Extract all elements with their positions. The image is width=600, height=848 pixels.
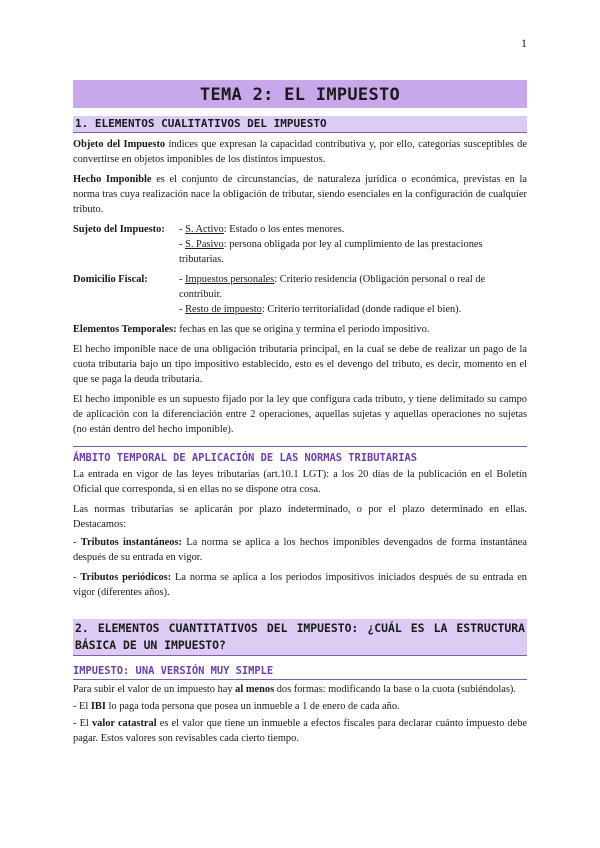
page-number: 1 (521, 36, 527, 50)
domicilio-item-resto (179, 302, 527, 317)
instantaneos-term: Tributos instantáneos: (80, 537, 182, 548)
domicilio-personales-text: : Criterio residencia (Obligación personal o real de contribuir. (179, 274, 486, 300)
ibi-term: IBI (90, 701, 106, 712)
sujeto-definition (73, 222, 527, 267)
item-prefix: - (179, 224, 186, 235)
ambito-heading: ÁMBITO TEMPORAL DE APLICACIÓN DE LAS NORMAS TRIBUTARIAS (73, 446, 527, 465)
item-prefix: - (73, 572, 81, 583)
intro-text-end: dos formas: modificando la base o la cuota (subiéndolas). (274, 684, 516, 695)
document-body (73, 80, 527, 751)
item-prefix: - (179, 239, 186, 250)
sujeto-label: Sujeto del Impuesto: (73, 224, 165, 235)
instantaneos-paragraph (73, 535, 527, 565)
sujeto-pasivo-text: : persona obligada por ley al cumplimiento de las prestaciones tributarias. (179, 239, 483, 265)
ibi-paragraph (73, 699, 527, 714)
sujeto-item-pasivo (179, 237, 527, 267)
simple-version-heading: IMPUESTO: UNA VERSIÓN MUY SIMPLE (73, 664, 527, 680)
devengo-paragraph: El hecho imponible nace de una obligación tributaria principal, en la cual se debe de realizar un pago de la cuota tributaria bajo un tipo impositivo establecido, esto es el devengo del tributo, es decir, momento en el que se paga la deuda tributaria. (73, 344, 527, 385)
subir-impuesto-paragraph (73, 682, 527, 697)
item-prefix: - (73, 537, 81, 548)
plazo-paragraph: Las normas tributarias se aplicarán por plazo indeterminado, o por el plazo determinado en ellas. Destacamos: (73, 504, 527, 530)
temporales-text: fechas en las que se origina y termina el periodo impositivo. (176, 324, 430, 335)
item-prefix: - (179, 274, 186, 285)
temporales-term: Elementos Temporales: (73, 324, 177, 335)
valor-catastral-text: es el valor que tiene un inmueble a efectos fiscales para declarar cuánto impuesto debe pagar. Estos valores son revisables cada cierto tiempo. (73, 718, 528, 744)
ibi-text: lo paga toda persona que posea un inmueble a 1 de enero de cada año. (105, 701, 400, 712)
entrada-vigor-paragraph: La entrada en vigor de las leyes tributarias (art.10.1 LGT): a los 20 días de la publicación en el Boletín Oficial que corresponda, si en ellas no se dispone otra cosa. (73, 469, 527, 495)
periodicos-term: Tributos periódicos: (80, 572, 172, 583)
item-prefix: - (179, 304, 186, 315)
objeto-term: Objeto del Impuesto (73, 139, 166, 150)
domicilio-items (179, 272, 527, 317)
valor-catastral-term: valor catastral (91, 718, 157, 729)
section-2-heading: 2. ELEMENTOS CUANTITATIVOS DEL IMPUESTO: ¿CUÁL ES LA ESTRUCTURA BÁSICA DE UN IMPUESTO? (73, 619, 527, 656)
document-title: TEMA 2: EL IMPUESTO (73, 80, 527, 108)
periodicos-text: La norma se aplica a los periodos impositivos iniciados después de su entrada en vigor (diferentes años). (73, 572, 527, 598)
domicilio-resto-text: : Criterio territorialidad (donde radique el bien). (261, 304, 462, 315)
sujeto-items (179, 222, 527, 267)
sujeto-activo-term: S. Activo (185, 224, 224, 235)
sujeto-activo-text: : Estado o los entes menores. (223, 224, 345, 235)
domicilio-item-personales (179, 272, 527, 302)
al-menos-bold: al menos (235, 684, 275, 695)
hecho-term: Hecho Imponible (73, 174, 152, 185)
domicilio-label: Domicilio Fiscal: (73, 274, 148, 285)
instantaneos-text: La norma se aplica a los hechos imponibles devengados de forma instantánea después de su entrada en vigor. (73, 537, 528, 563)
domicilio-definition (73, 272, 527, 317)
domicilio-resto-term: Resto de impuesto (185, 304, 262, 315)
valor-catastral-paragraph (73, 716, 527, 746)
sujeto-pasivo-term: S. Pasivo (185, 239, 224, 250)
objeto-paragraph (73, 137, 527, 167)
item-prefix: - El (73, 718, 92, 729)
temporales-paragraph (73, 322, 527, 337)
domicilio-personales-term: Impuestos personales (185, 274, 275, 285)
item-prefix: - El (73, 701, 91, 712)
hecho-text: es el conjunto de circunstancias, de naturaleza jurídica o económica, previstas en la norma tras cuya realización nace la obligación de tributar, siendo esenciales en la configuración de cualquier tributo. (73, 174, 527, 215)
objeto-text: índices que expresan la capacidad contributiva y, por ello, categorías susceptibles de convertirse en objetos imponibles de los distintos impuestos. (73, 139, 527, 165)
sujeto-item-activo (179, 222, 527, 237)
supuesto-paragraph: El hecho imponible es un supuesto fijado por la ley que configura cada tributo, y tiene delimitado su campo de aplicación con la diferenciación entre 2 operaciones, aquellas sujetas y aquellas operaciones no sujetas (no están dentro del hecho imponible). (73, 394, 527, 435)
intro-text: Para subir el valor de un impuesto hay (73, 684, 236, 695)
section-1-heading: 1. ELEMENTOS CUALITATIVOS DEL IMPUESTO (73, 116, 527, 133)
hecho-paragraph (73, 172, 527, 217)
periodicos-paragraph (73, 570, 527, 600)
